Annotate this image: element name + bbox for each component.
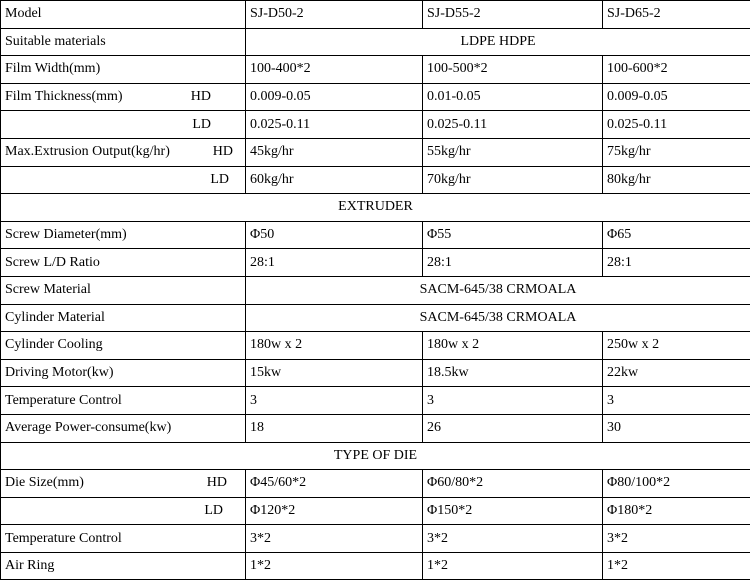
table-row (1, 249, 750, 277)
table-cell: 1*2 (603, 552, 750, 580)
row-label: Screw Material (1, 276, 246, 304)
table-cell: 28:1 (423, 249, 603, 277)
row-sublabel: LD (5, 503, 245, 519)
row-sublabel: HD (207, 475, 245, 491)
row-label: Screw Diameter(mm) (1, 221, 246, 249)
table-row (1, 332, 750, 360)
row-label (1, 83, 246, 111)
table-cell: 15kw (246, 359, 423, 387)
model-name: SJ-D50-2 (246, 1, 423, 29)
table-cell: 100-400*2 (246, 56, 423, 84)
row-label: Average Power-consume(kw) (1, 414, 246, 442)
row-label: Driving Motor(kw) (1, 359, 246, 387)
table-cell: Φ50 (246, 221, 423, 249)
row-label (1, 166, 246, 194)
table-row (1, 552, 750, 580)
model-name: SJ-D55-2 (423, 1, 603, 29)
table-cell: 250w x 2 (603, 332, 750, 360)
table-cell: 28:1 (246, 249, 423, 277)
table-cell: 180w x 2 (246, 332, 423, 360)
row-label: Screw L/D Ratio (1, 249, 246, 277)
table-cell: 60kg/hr (246, 166, 423, 194)
table-cell: 80kg/hr (603, 166, 750, 194)
section-row (1, 194, 750, 222)
row-label: Cylinder Material (1, 304, 246, 332)
table-row (1, 111, 750, 139)
row-sublabel: HD (213, 144, 245, 160)
row-label: Film Width(mm) (1, 56, 246, 84)
table-cell: Φ65 (603, 221, 750, 249)
table-row (1, 304, 750, 332)
section-row (1, 442, 750, 470)
table-cell: 30 (603, 414, 750, 442)
table-row (1, 138, 750, 166)
table-cell: Φ120*2 (246, 497, 423, 525)
table-cell: Φ60/80*2 (423, 470, 603, 498)
header-label: Model (1, 1, 246, 29)
header-row (1, 1, 750, 29)
table-cell: 3 (246, 387, 423, 415)
row-label (1, 470, 246, 498)
table-cell: 180w x 2 (423, 332, 603, 360)
row-label (1, 497, 246, 525)
table-cell: 0.025-0.11 (603, 111, 750, 139)
table-cell: 100-500*2 (423, 56, 603, 84)
table-cell: Φ150*2 (423, 497, 603, 525)
table-row (1, 414, 750, 442)
table-row (1, 497, 750, 525)
table-row (1, 525, 750, 553)
table-cell: Φ180*2 (603, 497, 750, 525)
table-cell: 0.009-0.05 (246, 83, 423, 111)
table-cell: 22kw (603, 359, 750, 387)
row-label: Air Ring (1, 552, 246, 580)
model-name: SJ-D65-2 (603, 1, 750, 29)
section-heading-die: TYPE OF DIE (1, 442, 750, 470)
table-row (1, 470, 750, 498)
table-cell: 55kg/hr (423, 138, 603, 166)
table-cell: 18.5kw (423, 359, 603, 387)
table-cell: 3*2 (603, 525, 750, 553)
row-label (1, 111, 246, 139)
table-cell: 75kg/hr (603, 138, 750, 166)
row-label-text: Die Size(mm) (5, 475, 84, 491)
table-cell: 3 (423, 387, 603, 415)
table-cell: 45kg/hr (246, 138, 423, 166)
table-cell: 18 (246, 414, 423, 442)
table-cell: Φ45/60*2 (246, 470, 423, 498)
row-label: Cylinder Cooling (1, 332, 246, 360)
table-cell: 3*2 (423, 525, 603, 553)
table-row (1, 359, 750, 387)
merged-cell: SACM-645/38 CRMOALA (246, 304, 750, 332)
merged-cell: SACM-645/38 CRMOALA (246, 276, 750, 304)
table-cell: 3 (603, 387, 750, 415)
row-label (1, 138, 246, 166)
section-heading-extruder: EXTRUDER (1, 194, 750, 222)
row-label: Temperature Control (1, 387, 246, 415)
table-row (1, 387, 750, 415)
table-cell: Φ55 (423, 221, 603, 249)
table-cell: 26 (423, 414, 603, 442)
row-label: Temperature Control (1, 525, 246, 553)
table-cell: 0.01-0.05 (423, 83, 603, 111)
table-row (1, 56, 750, 84)
table-cell: 70kg/hr (423, 166, 603, 194)
row-label-text: Film Thickness(mm) (5, 89, 123, 105)
row-sublabel: LD (5, 172, 245, 188)
table-cell: 3*2 (246, 525, 423, 553)
table-cell: 100-600*2 (603, 56, 750, 84)
row-label: Suitable materials (1, 28, 246, 56)
row-label-text: Max.Extrusion Output(kg/hr) (5, 144, 170, 160)
table-cell: 0.025-0.11 (423, 111, 603, 139)
table-row (1, 83, 750, 111)
table-cell: 28:1 (603, 249, 750, 277)
table-cell: Φ80/100*2 (603, 470, 750, 498)
table-cell: 1*2 (423, 552, 603, 580)
table-row (1, 221, 750, 249)
table-row (1, 166, 750, 194)
row-sublabel: HD (191, 89, 245, 105)
table-cell: 1*2 (246, 552, 423, 580)
table-row (1, 276, 750, 304)
merged-cell: LDPE HDPE (246, 28, 750, 56)
table-cell: 0.025-0.11 (246, 111, 423, 139)
table-cell: 0.009-0.05 (603, 83, 750, 111)
table-row (1, 28, 750, 56)
row-sublabel: LD (5, 117, 245, 133)
